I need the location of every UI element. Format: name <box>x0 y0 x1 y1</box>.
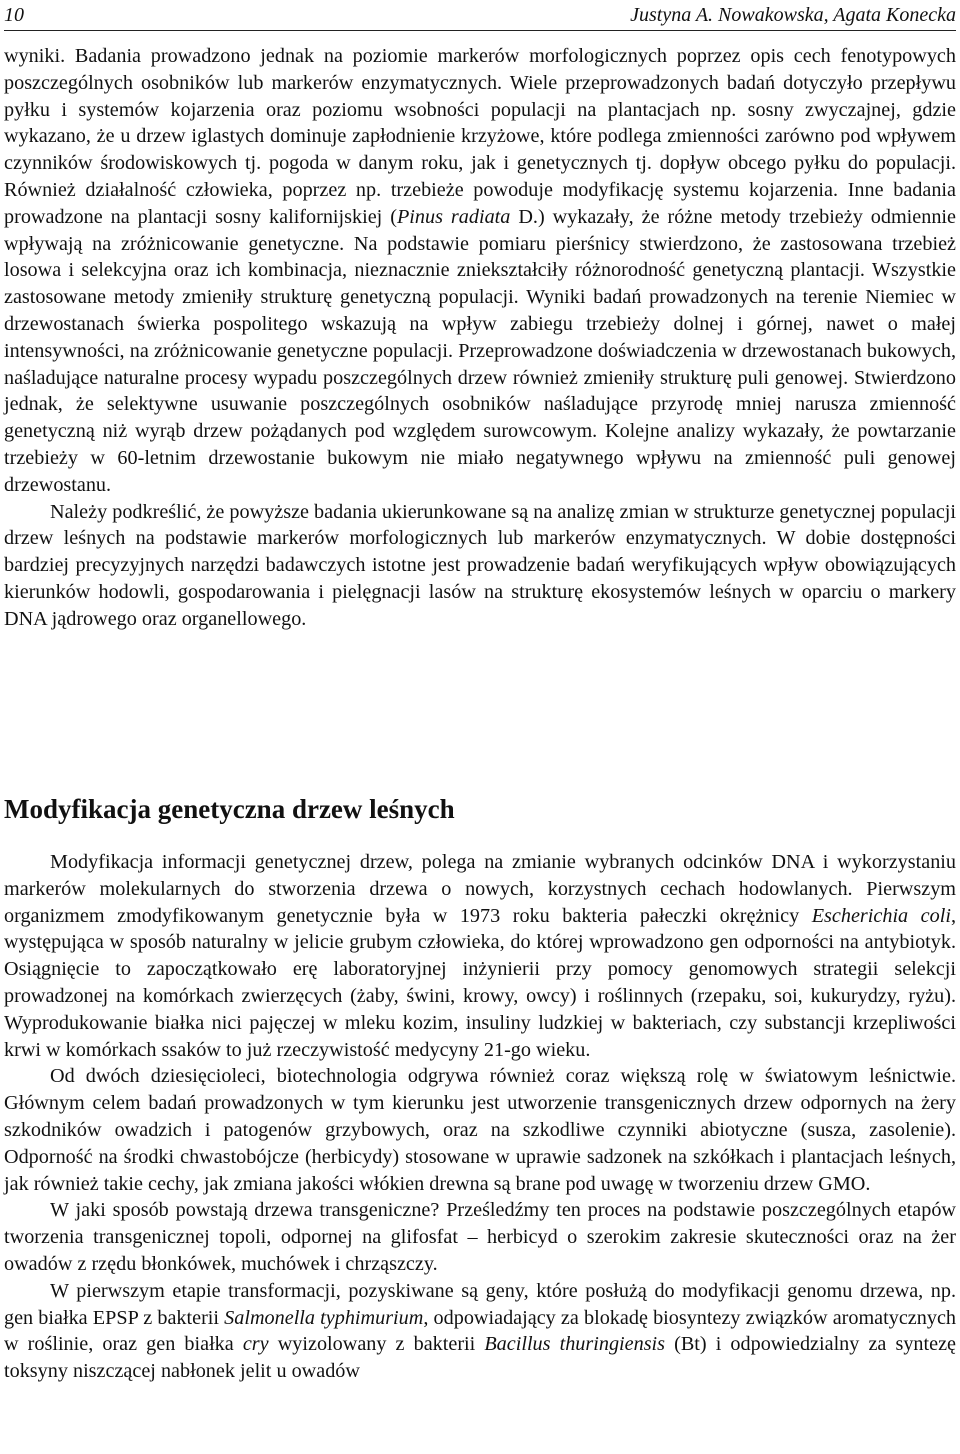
running-header-authors: Justyna A. Nowakowska, Agata Konecka <box>630 4 956 26</box>
paragraph: Należy podkreślić, że powyższe badania ukierunkowane są na analizę zmian w strukturze genetycznej populacji drzew leśnych na podstawie markerów morfologicznych lub markerów enzymatycznych. W dobie dostępności bardziej precyzyjnych narzędzi badawczych istotne jest prowadzenie badań weryfikujących wpływ obowiązujących kierunków hodowli, gospodarowania i pielęgnacji lasów na strukturę ekosystemów leśnych w oparciu o markery DNA jądrowego oraz organellowego. <box>4 500 956 630</box>
text-run: , odpowiadający za blokadę biosyntezy związków aromatycznych w roślinie, oraz gen białka <box>4 1306 956 1356</box>
paragraph: Od dwóch dziesięcioleci, biotechnologia odgrywa również coraz większą rolę w światowym leśnictwie. Głównym celem badań prowadzonych w tym kierunku jest utworzenie transgenicznych drzew odpornych na żery szkodników owadzich i patogenów grzybowych, oraz na szkodliwe czynniki abiotyczne (susza, zasolenie). Odporność na środki chwastobójcze (herbicydy) stosowane w uprawie sadzonek na szkółkach i plantacjach leśnych, jak również takie cechy, jak zmiana jakości włókien drewna są brane pod uwagę w tworzeniu drzew GMO. <box>4 1065 956 1195</box>
paragraph: W jaki sposób powstają drzewa transgeniczne? Prześledźmy ten proces na podstawie poszczególnych etapów tworzenia transgenicznej topoli, odpornej na glifosfat – herbicyd o szerokim zakresie skuteczności oraz na żer owadów z rzędu błonkówek, muchówek i chrząszczy. <box>4 1199 956 1275</box>
section-title: Modyfikacja genetyczna drzew leśnych <box>4 794 455 824</box>
species-name: Escherichia coli <box>811 904 951 927</box>
text-run: W pierwszym etapie transformacji, pozyskiwane są geny, które posłużą do modyfikacji genomu drzewa, np. gen białka EPSP z bakterii <box>4 1279 956 1329</box>
text-run: wyizolowany z bakterii <box>268 1333 485 1356</box>
species-name: Bacillus thuringiensis <box>484 1333 666 1356</box>
body-text-section <box>4 849 956 1385</box>
text-run: Modyfikacja informacji genetycznej drzew, polega na zmianie wybranych odcinków DNA i wykorzystaniu markerów molekularnych do stworzenia drzewa o nowych, korzystnych cechach hodowlanych. Pierwszym organizmem zmodyfikowanym genetycznie była w 1973 roku bakteria pałeczki okrężnicy <box>4 851 956 927</box>
gene-name: cry <box>242 1333 269 1356</box>
text-run: wyniki. Badania prowadzono jednak na poziomie markerów morfologicznych poprzez opis cech fenotypowych poszczególnych osobników lub markerów enzymatycznych. Wiele przeprowadzonych badań dotyczyło przepływu pyłku i systemów kojarzenia oraz poziomu wsobności populacji na plantacjach np. sosny zwyczajnej, gdzie wykazano, że u drzew iglastych dominuje zapłodnienie krzyżowe, które podlega zmienności zarówno pod wpływem czynników środowiskowych tj. pogoda w danym roku, jak i genetycznych tj. dopływ obcego pyłku do populacji. Również działalność człowieka, poprzez np. trzebieże powoduje modyfikację systemu kojarzenia. Inne badania prowadzone na plantacji sosny kalifornijskiej ( <box>4 45 956 228</box>
paragraph <box>4 849 956 1063</box>
text-run: (Bt) i odpowiedzialny za syntezę toksyny niszczącej nabłonek jelit u owadów <box>4 1333 956 1383</box>
body-text-top <box>4 43 956 633</box>
running-header <box>4 2 956 28</box>
header-rule <box>4 30 956 31</box>
paragraph <box>4 43 956 499</box>
page-number: 10 <box>4 4 24 26</box>
species-name: Pinus radiata <box>396 205 511 228</box>
text-run: , występująca w sposób naturalny w jelicie grubym człowieka, do której wprowadzono gen odporności na antybiotyk. Osiągnięcie to zapoczątkowało erę laboratoryjnej inżynierii przy pomocy genomowych strategii selekcji prowadzonej na komórkach zwierzęcych (żaby, świni, krowy, owcy) i roślinnych (rzepaku, soi, kukurydzy, ryżu). Wyprodukowanie białka nici pajęczej w mleku kozim, insuliny ludzkiej w bakteriach, czy substancji krzepliwości krwi w komórkach ssaków to już rzeczywistość medycyny 21-go wieku. <box>4 904 956 1061</box>
species-name: Salmonella typhimurium <box>224 1306 424 1329</box>
paragraph <box>4 1278 956 1385</box>
text-run: D.) wykazały, że różne metody trzebieży odmiennie wpływają na zróżnicowanie genetyczne. Na podstawie pomiaru pierśnicy stwierdzono, że zastosowana trzebież losowa i selekcyjna oraz ich kombinacja, nieznacznie zniekształciły różnorodność genetyczną plantacji. Wszystkie zastosowane metody zmieniły strukturę genetyczną populacji. Wyniki badań prowadzonych na terenie Niemiec w drzewostanach świerka pospolitego wskazują na wpływ zabiegu trzebieży dolnej i górnej, nawet o małej intensywności, na zróżnicowanie genetyczne populacji. Przeprowadzone doświadczenia w drzewostanach bukowych, naśladujące naturalne procesy wypadu poszczególnych drzew również zmieniły strukturę puli genowej. Stwierdzono jednak, że selektywne usuwanie poszczególnych osobników naśladujące przyrodę mniej narusza zmienność genetyczną niż wyrąb drzew pożądanych pod względem surowcowym. Kolejne analizy wykazały, że powtarzanie trzebieży w 60-letnim drzewostanie bukowym nie miało negatywnego wpływu na zmienność puli genowej drzewostanu. <box>4 205 956 496</box>
